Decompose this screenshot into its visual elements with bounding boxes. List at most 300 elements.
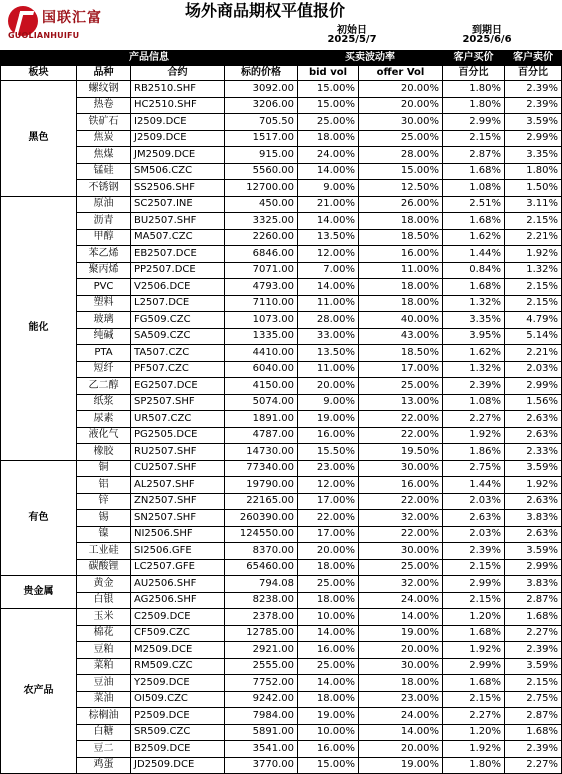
price-cell: 260390.00 (225, 510, 298, 527)
contract-cell: V2506.DCE (131, 279, 225, 296)
bid-pct-cell: 2.27% (443, 708, 505, 725)
offer-vol-cell: 19.00% (359, 625, 443, 642)
bid-vol-cell: 12.00% (298, 477, 359, 494)
variety-cell: 铜 (77, 460, 131, 477)
bid-vol-cell: 14.00% (298, 163, 359, 180)
variety-cell: 棉花 (77, 625, 131, 642)
header-group-row (1, 51, 562, 66)
bid-vol-cell: 25.00% (298, 658, 359, 675)
price-cell: 4787.00 (225, 427, 298, 444)
price-cell: 1335.00 (225, 328, 298, 345)
variety-cell: 锡 (77, 510, 131, 527)
report-header (0, 0, 562, 50)
offer-vol-cell: 18.50% (359, 345, 443, 362)
price-cell: 8370.00 (225, 543, 298, 560)
variety-cell: 焦炭 (77, 130, 131, 147)
price-cell: 3206.00 (225, 97, 298, 114)
bid-vol-cell: 15.00% (298, 757, 359, 774)
sector-cell: 农产品 (1, 609, 77, 774)
price-cell: 3541.00 (225, 741, 298, 758)
offer-vol-cell: 18.00% (359, 213, 443, 230)
ask-pct-cell: 1.68% (505, 724, 562, 741)
end-date: 2025/6/6 (462, 34, 512, 45)
bid-pct-cell: 1.86% (443, 444, 505, 461)
contract-cell: SC2507.INE (131, 196, 225, 213)
bid-vol-cell: 14.00% (298, 279, 359, 296)
col-contract: 合约 (131, 66, 225, 81)
contract-cell: JD2509.DCE (131, 757, 225, 774)
bid-pct-cell: 2.03% (443, 493, 505, 510)
contract-cell: SR509.CZC (131, 724, 225, 741)
bid-vol-cell: 14.00% (298, 675, 359, 692)
ask-pct-cell: 1.92% (505, 246, 562, 263)
bid-pct-cell: 1.20% (443, 724, 505, 741)
ask-pct-cell: 2.27% (505, 757, 562, 774)
variety-cell: 原油 (77, 196, 131, 213)
offer-vol-cell: 14.00% (359, 724, 443, 741)
bid-pct-cell: 1.92% (443, 642, 505, 659)
bid-pct-cell: 2.87% (443, 147, 505, 164)
variety-cell: 塑料 (77, 295, 131, 312)
variety-cell: 纯碱 (77, 328, 131, 345)
contract-cell: SA509.CZC (131, 328, 225, 345)
offer-vol-cell: 43.00% (359, 328, 443, 345)
contract-cell: RU2507.SHF (131, 444, 225, 461)
bid-vol-cell: 28.00% (298, 312, 359, 329)
bid-vol-cell: 13.50% (298, 229, 359, 246)
variety-cell: 螺纹钢 (77, 81, 131, 98)
header-client-ask: 客户卖价 (505, 51, 562, 66)
bid-pct-cell: 3.35% (443, 312, 505, 329)
bid-pct-cell: 2.27% (443, 411, 505, 428)
contract-cell: SN2507.SHF (131, 510, 225, 527)
page-title: 场外商品期权平值报价 (185, 1, 346, 20)
ask-pct-cell: 2.99% (505, 559, 562, 576)
offer-vol-cell: 14.00% (359, 609, 443, 626)
contract-cell: AG2506.SHF (131, 592, 225, 609)
contract-cell: EB2507.DCE (131, 246, 225, 263)
bid-pct-cell: 0.84% (443, 262, 505, 279)
bid-pct-cell: 1.68% (443, 163, 505, 180)
col-bid-pct: 百分比 (443, 66, 505, 81)
ask-pct-cell: 3.35% (505, 147, 562, 164)
price-cell: 5560.00 (225, 163, 298, 180)
ask-pct-cell: 2.15% (505, 279, 562, 296)
contract-cell: C2509.DCE (131, 609, 225, 626)
table-row (1, 295, 562, 312)
price-cell: 22165.00 (225, 493, 298, 510)
ask-pct-cell: 2.99% (505, 378, 562, 395)
bid-vol-cell: 24.00% (298, 147, 359, 164)
ask-pct-cell: 1.56% (505, 394, 562, 411)
contract-cell: PG2505.DCE (131, 427, 225, 444)
ask-pct-cell: 1.92% (505, 477, 562, 494)
bid-pct-cell: 2.03% (443, 526, 505, 543)
table-row (1, 691, 562, 708)
offer-vol-cell: 18.00% (359, 279, 443, 296)
table-row (1, 394, 562, 411)
bid-pct-cell: 1.68% (443, 213, 505, 230)
price-cell: 7752.00 (225, 675, 298, 692)
bid-pct-cell: 1.92% (443, 427, 505, 444)
ask-pct-cell: 2.15% (505, 675, 562, 692)
bid-vol-cell: 17.00% (298, 493, 359, 510)
table-row (1, 444, 562, 461)
price-cell: 7984.00 (225, 708, 298, 725)
start-date-label: 初始日 (337, 25, 367, 36)
ask-pct-cell: 1.68% (505, 609, 562, 626)
variety-cell: 碳酸锂 (77, 559, 131, 576)
contract-cell: RM509.CZC (131, 658, 225, 675)
end-date-label: 到期日 (472, 25, 502, 36)
contract-cell: BU2507.SHF (131, 213, 225, 230)
offer-vol-cell: 16.00% (359, 477, 443, 494)
variety-cell: 热卷 (77, 97, 131, 114)
table-row (1, 279, 562, 296)
variety-cell: 纸浆 (77, 394, 131, 411)
table-row (1, 592, 562, 609)
price-cell: 450.00 (225, 196, 298, 213)
price-cell: 915.00 (225, 147, 298, 164)
ask-pct-cell: 2.39% (505, 642, 562, 659)
bid-pct-cell: 2.15% (443, 130, 505, 147)
ask-pct-cell: 2.63% (505, 493, 562, 510)
bid-vol-cell: 33.00% (298, 328, 359, 345)
bid-vol-cell: 15.50% (298, 444, 359, 461)
bid-vol-cell: 21.00% (298, 196, 359, 213)
col-offer-vol: offer Vol (359, 66, 443, 81)
offer-vol-cell: 30.00% (359, 460, 443, 477)
table-row (1, 262, 562, 279)
offer-vol-cell: 25.00% (359, 559, 443, 576)
col-bid-vol: bid vol (298, 66, 359, 81)
price-cell: 3325.00 (225, 213, 298, 230)
ask-pct-cell: 3.11% (505, 196, 562, 213)
contract-cell: OI509.CZC (131, 691, 225, 708)
contract-cell: M2509.DCE (131, 642, 225, 659)
price-cell: 1073.00 (225, 312, 298, 329)
offer-vol-cell: 20.00% (359, 81, 443, 98)
table-row (1, 213, 562, 230)
ask-pct-cell: 2.99% (505, 130, 562, 147)
price-cell: 4793.00 (225, 279, 298, 296)
bid-pct-cell: 2.39% (443, 378, 505, 395)
bid-pct-cell: 1.62% (443, 229, 505, 246)
table-row (1, 147, 562, 164)
bid-vol-cell: 19.00% (298, 411, 359, 428)
offer-vol-cell: 19.50% (359, 444, 443, 461)
offer-vol-cell: 18.00% (359, 295, 443, 312)
price-cell: 6040.00 (225, 361, 298, 378)
variety-cell: 短纤 (77, 361, 131, 378)
offer-vol-cell: 32.00% (359, 576, 443, 593)
table-row (1, 642, 562, 659)
price-cell: 3770.00 (225, 757, 298, 774)
ask-pct-cell: 2.63% (505, 411, 562, 428)
table-row (1, 609, 562, 626)
variety-cell: 聚丙烯 (77, 262, 131, 279)
bid-vol-cell: 10.00% (298, 609, 359, 626)
contract-cell: HC2510.SHF (131, 97, 225, 114)
price-cell: 8238.00 (225, 592, 298, 609)
offer-vol-cell: 32.00% (359, 510, 443, 527)
ask-pct-cell: 2.75% (505, 691, 562, 708)
contract-cell: AU2506.SHF (131, 576, 225, 593)
contract-cell: SM506.CZC (131, 163, 225, 180)
contract-cell: SI2506.GFE (131, 543, 225, 560)
contract-cell: L2507.DCE (131, 295, 225, 312)
bid-pct-cell: 1.08% (443, 180, 505, 197)
table-row (1, 328, 562, 345)
bid-vol-cell: 18.00% (298, 691, 359, 708)
ask-pct-cell: 1.80% (505, 163, 562, 180)
bid-pct-cell: 1.68% (443, 279, 505, 296)
variety-cell: 液化气 (77, 427, 131, 444)
table-row (1, 757, 562, 774)
variety-cell: 镍 (77, 526, 131, 543)
table-row (1, 493, 562, 510)
variety-cell: 鸡蛋 (77, 757, 131, 774)
price-cell: 2260.00 (225, 229, 298, 246)
price-cell: 65460.00 (225, 559, 298, 576)
offer-vol-cell: 18.50% (359, 229, 443, 246)
bid-vol-cell: 15.00% (298, 97, 359, 114)
price-cell: 5891.00 (225, 724, 298, 741)
variety-cell: 锰硅 (77, 163, 131, 180)
ask-pct-cell: 2.21% (505, 345, 562, 362)
table-row (1, 477, 562, 494)
variety-cell: 菜粕 (77, 658, 131, 675)
bid-vol-cell: 25.00% (298, 576, 359, 593)
offer-vol-cell: 22.00% (359, 411, 443, 428)
variety-cell: 黄金 (77, 576, 131, 593)
bid-pct-cell: 2.75% (443, 460, 505, 477)
bid-pct-cell: 1.92% (443, 741, 505, 758)
variety-cell: 白银 (77, 592, 131, 609)
offer-vol-cell: 16.00% (359, 246, 443, 263)
contract-cell: SP2507.SHF (131, 394, 225, 411)
logo-en-text: GUOLIANHUIFU (8, 31, 80, 40)
table-row (1, 97, 562, 114)
col-sector: 板块 (1, 66, 77, 81)
variety-cell: PVC (77, 279, 131, 296)
variety-cell: PTA (77, 345, 131, 362)
bid-pct-cell: 1.32% (443, 295, 505, 312)
table-row (1, 378, 562, 395)
offer-vol-cell: 22.00% (359, 493, 443, 510)
contract-cell: PF507.CZC (131, 361, 225, 378)
col-variety: 品种 (77, 66, 131, 81)
table-row (1, 130, 562, 147)
bid-pct-cell: 2.15% (443, 559, 505, 576)
variety-cell: 铁矿石 (77, 114, 131, 131)
price-cell: 1517.00 (225, 130, 298, 147)
offer-vol-cell: 22.00% (359, 526, 443, 543)
offer-vol-cell: 25.00% (359, 130, 443, 147)
bid-vol-cell: 17.00% (298, 526, 359, 543)
price-cell: 124550.00 (225, 526, 298, 543)
bid-pct-cell: 1.44% (443, 246, 505, 263)
table-row (1, 163, 562, 180)
ask-pct-cell: 2.39% (505, 97, 562, 114)
price-cell: 6846.00 (225, 246, 298, 263)
bid-pct-cell: 1.32% (443, 361, 505, 378)
price-cell: 4150.00 (225, 378, 298, 395)
contract-cell: P2509.DCE (131, 708, 225, 725)
bid-pct-cell: 1.80% (443, 97, 505, 114)
bid-vol-cell: 16.00% (298, 642, 359, 659)
variety-cell: 豆油 (77, 675, 131, 692)
offer-vol-cell: 25.00% (359, 378, 443, 395)
offer-vol-cell: 24.00% (359, 708, 443, 725)
bid-pct-cell: 1.08% (443, 394, 505, 411)
bid-vol-cell: 13.50% (298, 345, 359, 362)
offer-vol-cell: 30.00% (359, 114, 443, 131)
variety-cell: 乙二醇 (77, 378, 131, 395)
ask-pct-cell: 2.87% (505, 592, 562, 609)
variety-cell: 尿素 (77, 411, 131, 428)
variety-cell: 焦煤 (77, 147, 131, 164)
bid-pct-cell: 1.68% (443, 625, 505, 642)
bid-vol-cell: 7.00% (298, 262, 359, 279)
table-row (1, 675, 562, 692)
ask-pct-cell: 4.79% (505, 312, 562, 329)
table-row (1, 625, 562, 642)
table-row (1, 411, 562, 428)
table-row (1, 229, 562, 246)
ask-pct-cell: 2.15% (505, 213, 562, 230)
table-row (1, 345, 562, 362)
bid-pct-cell: 1.80% (443, 81, 505, 98)
offer-vol-cell: 12.50% (359, 180, 443, 197)
contract-cell: FG509.CZC (131, 312, 225, 329)
price-cell: 794.08 (225, 576, 298, 593)
variety-cell: 沥青 (77, 213, 131, 230)
ask-pct-cell: 3.59% (505, 543, 562, 560)
table-row (1, 576, 562, 593)
table-row (1, 460, 562, 477)
logo-cn-text: 国联汇富 (42, 10, 102, 26)
contract-cell: JM2509.DCE (131, 147, 225, 164)
ask-pct-cell: 3.59% (505, 658, 562, 675)
table-row (1, 246, 562, 263)
price-cell: 9242.00 (225, 691, 298, 708)
ask-pct-cell: 2.63% (505, 526, 562, 543)
table-row (1, 510, 562, 527)
bid-vol-cell: 18.00% (298, 559, 359, 576)
table-row (1, 543, 562, 560)
table-row (1, 427, 562, 444)
bid-vol-cell: 18.00% (298, 130, 359, 147)
price-cell: 12785.00 (225, 625, 298, 642)
bid-vol-cell: 23.00% (298, 460, 359, 477)
offer-vol-cell: 20.00% (359, 642, 443, 659)
ask-pct-cell: 2.21% (505, 229, 562, 246)
variety-cell: 不锈钢 (77, 180, 131, 197)
ask-pct-cell: 2.39% (505, 81, 562, 98)
bid-vol-cell: 18.00% (298, 592, 359, 609)
bid-vol-cell: 11.00% (298, 361, 359, 378)
bid-pct-cell: 2.99% (443, 114, 505, 131)
table-row (1, 741, 562, 758)
table-row (1, 196, 562, 213)
contract-cell: AL2507.SHF (131, 477, 225, 494)
header-client-bid: 客户买价 (443, 51, 505, 66)
bid-vol-cell: 20.00% (298, 378, 359, 395)
column-header-row (1, 66, 562, 81)
ask-pct-cell: 3.83% (505, 576, 562, 593)
bid-pct-cell: 1.62% (443, 345, 505, 362)
price-cell: 2378.00 (225, 609, 298, 626)
variety-cell: 豆粕 (77, 642, 131, 659)
offer-vol-cell: 26.00% (359, 196, 443, 213)
contract-cell: TA507.CZC (131, 345, 225, 362)
bid-pct-cell: 2.51% (443, 196, 505, 213)
offer-vol-cell: 17.00% (359, 361, 443, 378)
variety-cell: 甲醇 (77, 229, 131, 246)
variety-cell: 菜油 (77, 691, 131, 708)
offer-vol-cell: 11.00% (359, 262, 443, 279)
variety-cell: 铝 (77, 477, 131, 494)
offer-vol-cell: 15.00% (359, 163, 443, 180)
bid-pct-cell: 2.63% (443, 510, 505, 527)
contract-cell: CF509.CZC (131, 625, 225, 642)
ask-pct-cell: 3.59% (505, 460, 562, 477)
table-row (1, 312, 562, 329)
ask-pct-cell: 3.83% (505, 510, 562, 527)
contract-cell: RB2510.SHF (131, 81, 225, 98)
bid-vol-cell: 9.00% (298, 180, 359, 197)
bid-pct-cell: 2.15% (443, 691, 505, 708)
variety-cell: 锌 (77, 493, 131, 510)
ask-pct-cell: 2.87% (505, 708, 562, 725)
contract-cell: SS2506.SHF (131, 180, 225, 197)
table-row (1, 180, 562, 197)
price-cell: 7071.00 (225, 262, 298, 279)
variety-cell: 橡胶 (77, 444, 131, 461)
price-cell: 77340.00 (225, 460, 298, 477)
table-row (1, 708, 562, 725)
ask-pct-cell: 2.15% (505, 295, 562, 312)
company-logo (6, 4, 116, 44)
price-cell: 5074.00 (225, 394, 298, 411)
col-underlying-price: 标的价格 (225, 66, 298, 81)
offer-vol-cell: 20.00% (359, 741, 443, 758)
offer-vol-cell: 30.00% (359, 543, 443, 560)
bid-pct-cell: 1.44% (443, 477, 505, 494)
bid-vol-cell: 14.00% (298, 625, 359, 642)
price-cell: 2921.00 (225, 642, 298, 659)
ask-pct-cell: 2.33% (505, 444, 562, 461)
contract-cell: UR507.CZC (131, 411, 225, 428)
bid-pct-cell: 1.68% (443, 675, 505, 692)
header-product-info: 产品信息 (1, 51, 298, 66)
offer-vol-cell: 28.00% (359, 147, 443, 164)
bid-vol-cell: 11.00% (298, 295, 359, 312)
contract-cell: PP2507.DCE (131, 262, 225, 279)
start-date: 2025/5/7 (327, 34, 377, 45)
variety-cell: 白糖 (77, 724, 131, 741)
contract-cell: Y2509.DCE (131, 675, 225, 692)
ask-pct-cell: 2.63% (505, 427, 562, 444)
variety-cell: 玉米 (77, 609, 131, 626)
contract-cell: EG2507.DCE (131, 378, 225, 395)
price-cell: 19790.00 (225, 477, 298, 494)
ask-pct-cell: 2.03% (505, 361, 562, 378)
quote-table (0, 50, 562, 774)
contract-cell: J2509.DCE (131, 130, 225, 147)
bid-pct-cell: 1.80% (443, 757, 505, 774)
